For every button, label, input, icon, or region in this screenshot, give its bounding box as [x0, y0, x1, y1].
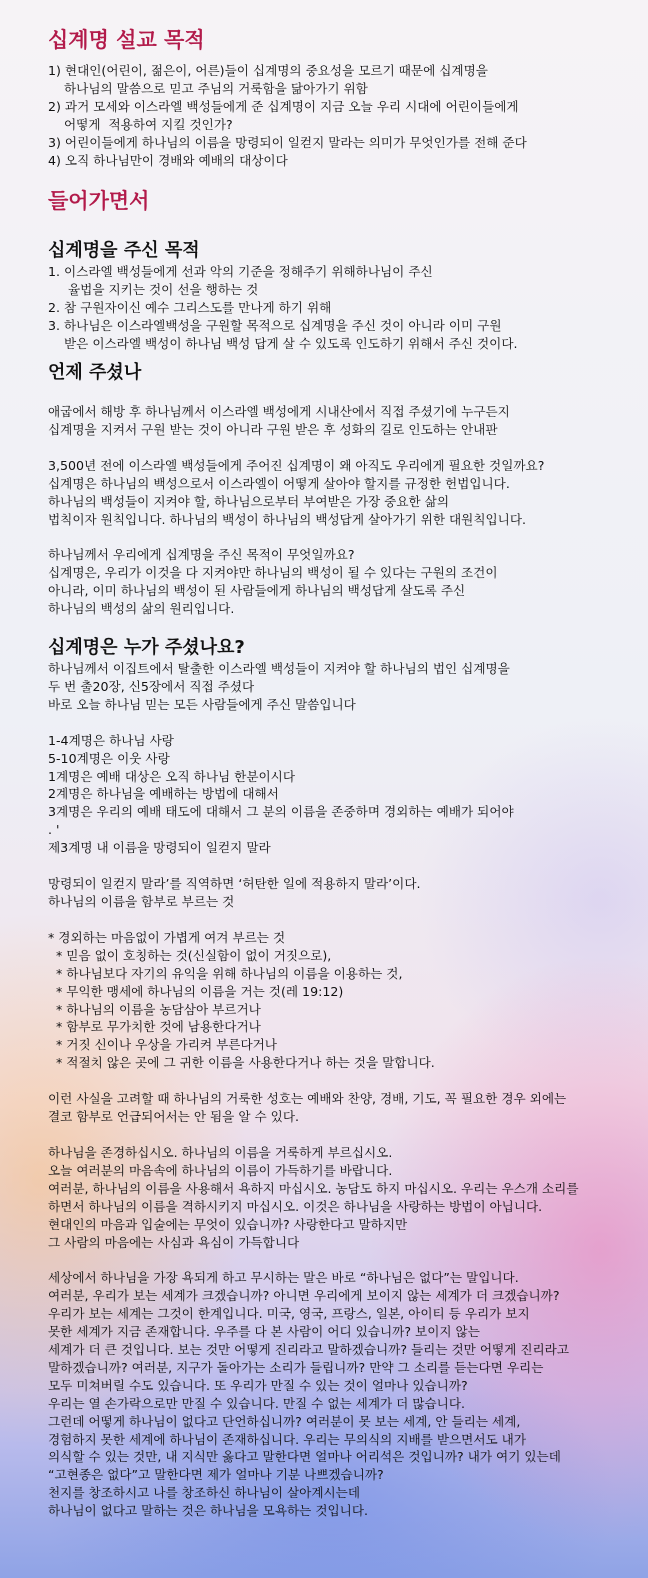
bullet-line: * 함부로 무가치한 것에 남용한다거나 [48, 1019, 261, 1035]
text-line: 3,500년 전에 이스라엘 백성들에게 주어진 십계명이 왜 아직도 우리에게 필요한 것일까요? [48, 457, 545, 473]
text-line: 오늘 여러분의 마음속에 하나님의 이름이 가득하기를 바랍니다. [48, 1162, 393, 1178]
who-paragraph-3 [48, 875, 640, 911]
text-line: 법칙이자 원칙입니다. 하나님의 백성이 하나님의 백성답게 살아가기 위한 대원칙입니다. [48, 511, 526, 527]
text-line: 의식할 수 있는 것만, 내 지식만 옳다고 말한다면 얼마나 어리석은 것입니까? 내가 여기 있는데 [48, 1449, 561, 1465]
text-line: 말하겠습니까? 여러분, 지구가 돌아가는 소리가 들립니까? 만약 그 소리를 듣는다면 우리는 [48, 1359, 544, 1375]
reason-title: 십계명을 주신 목적 [48, 240, 200, 262]
text-line: 못한 세계가 지금 존재합니다. 우주를 다 본 사람이 어디 있습니까? 보이지 않는 [48, 1324, 480, 1340]
text-line: 2계명은 하나님을 예배하는 방법에 대해서 [48, 786, 279, 802]
commandments-list [48, 732, 640, 857]
who-title: 십계명은 누가 주셨나요? [48, 637, 245, 659]
reason-line: 1. 이스라엘 백성들에게 선과 악의 기준을 정해주기 위해하나님이 주신 [48, 264, 433, 280]
text-line: 하나님께서 우리에게 십계명을 주신 목적이 무엇일까요? [48, 547, 355, 563]
text-line: 5-10계명은 이웃 사랑 [48, 750, 170, 766]
text-line: 하나님의 백성의 삶의 원리입니다. [48, 601, 235, 617]
text-line: 제3계명 내 이름을 망령되이 일컫지 말라 [48, 840, 271, 856]
when-paragraph-3 [48, 546, 640, 618]
purpose-line: 하나님의 말씀으로 믿고 주님의 거룩함을 닮아가기 위함 [48, 80, 368, 96]
text-line: 십계명을 지켜서 구원 받는 것이 아니라 구원 받은 후 성화의 길로 인도하는 안내판 [48, 421, 498, 437]
purpose-list [48, 62, 640, 169]
text-line: 세상에서 하나님을 가장 욕되게 하고 무시하는 말은 바로 “하나님은 없다”는 말입니다. [48, 1270, 519, 1286]
text-line: 하나님의 이름을 함부로 부르는 것 [48, 894, 235, 909]
text-line: 우리는 열 손가락으로만 만질 수 있습니다. 만질 수 없는 세계가 더 많습니다. [48, 1395, 466, 1411]
text-line: “고현종은 없다”고 말한다면 제가 얼마나 기분 나쁘겠습니까? [48, 1467, 384, 1483]
text-line: 1-4계명은 하나님 사랑 [48, 732, 174, 748]
purpose-line: 2) 과거 모세와 이스라엘 백성들에게 준 십계명이 지금 오늘 우리 시대에 어린이들에게 [48, 98, 519, 114]
purpose-line: 1) 현대인(어린이, 젊은이, 어른)들이 십계명의 중요성을 모르기 때문에 십계명을 [48, 63, 488, 78]
text-line: 3계명은 우리의 예배 태도에 대해서 그 분의 이름을 존중하며 경외하는 예배가 되어야 [48, 804, 514, 820]
text-line: 현대인의 마음과 입술에는 무엇이 있습니까? 사랑한다고 말하지만 [48, 1216, 408, 1232]
text-line: 하나님의 백성들이 지켜야 할, 하나님으로부터 부여받은 가장 중요한 삶의 [48, 493, 449, 509]
bullet-line: * 하나님보다 자기의 유익을 위해 하나님의 이름을 이용하는 것, [48, 965, 403, 981]
text-line: . ' [48, 822, 60, 838]
text-line: 그런데 어떻게 하나님이 없다고 단언하십니까? 여러분이 못 보는 세계, 안 들리는 세계, [48, 1413, 521, 1429]
reason-list [48, 263, 640, 353]
text-line: 우리가 보는 세계는 그것이 한계입니다. 미국, 영국, 프랑스, 일본, 아이티 등 우리가 보지 [48, 1306, 530, 1322]
bullet-line: * 적절치 않은 곳에 그 귀한 이름을 사용한다거나 하는 것을 말합니다. [48, 1055, 435, 1071]
when-title: 언제 주셨나 [48, 361, 142, 383]
purpose-line: 3) 어린이들에게 하나님의 이름을 망령되이 일컫지 말라는 의미가 무엇인가를 전해 준다 [48, 134, 527, 150]
text-line: 하면서 하나님의 이름을 격하시키지 마십시오. 이것은 하나님을 사랑하는 방법이 아닙니다. [48, 1198, 543, 1214]
text-line: 하나님께서 이집트에서 탈출한 이스라엘 백성들이 지켜야 할 하나님의 법인 십계명을 [48, 661, 510, 677]
text-line: 망령되이 일컫지 말라’를 직역하면 ‘허탄한 일에 적용하지 말라’이다. [48, 876, 421, 892]
who-paragraph-5 [48, 1090, 640, 1126]
purpose-title: 십계명 설교 목적 [48, 28, 205, 52]
text-line: 아니라, 이미 하나님의 백성이 된 사람들에게 하나님의 백성답게 살도록 주신 [48, 583, 466, 599]
text-line: 세계가 더 큰 것입니다. 보는 것만 어떻게 진리라고 말하겠습니까? 들리는 것만 어떻게 진리라고 [48, 1342, 570, 1358]
text-line: 바로 오늘 하나님 믿는 모든 사람들에게 주신 말씀입니다 [48, 696, 356, 712]
when-paragraph-1 [48, 403, 640, 439]
bullet-line: * 하나님의 이름을 농담삼아 부르거나 [48, 1001, 261, 1017]
misuse-list [48, 929, 640, 1072]
text-line: 여러분, 하나님의 이름을 사용해서 욕하지 마십시오. 농담도 하지 마십시오. 우리는 우스개 소리를 [48, 1180, 579, 1196]
text-line: 그 사람의 마음에는 사심과 욕심이 가득합니다 [48, 1234, 300, 1250]
who-paragraph-6 [48, 1144, 640, 1251]
reason-line: 3. 하나님은 이스라엘백성을 구원할 목적으로 십계명을 주신 것이 아니라 이미 구원 [48, 318, 502, 334]
who-paragraph-7 [48, 1269, 640, 1520]
text-line: 결코 함부로 언급되어서는 안 됨을 알 수 있다. [48, 1109, 300, 1125]
text-line: 십계명은, 우리가 이것을 다 지켜야만 하나님의 백성이 될 수 있다는 구원의 조건이 [48, 565, 498, 581]
text-line: 모두 미쳐버릴 수도 있습니다. 또 우리가 만질 수 있는 것이 얼마나 있습니까? [48, 1377, 468, 1393]
text-line: 하나님을 존경하십시오. 하나님의 이름을 거룩하게 부르십시오. [48, 1144, 393, 1160]
reason-line: 2. 참 구원자이신 예수 그리스도를 만나게 하기 위해 [48, 300, 332, 316]
intro-title: 들어가면서 [48, 189, 150, 214]
bullet-line: * 믿음 없이 호칭하는 것(신실함이 없이 거짓으로), [48, 947, 332, 963]
purpose-line: 4) 오직 하나님만이 경배와 예배의 대상이다 [48, 152, 288, 168]
who-paragraph-1 [48, 660, 640, 714]
text-line: 애굽에서 해방 후 하나님께서 이스라엘 백성에게 시내산에서 직접 주셨기에 누구든지 [48, 403, 510, 419]
bullet-line: * 무익한 맹세에 하나님의 이름을 거는 것(레 19:12) [48, 983, 344, 999]
bullet-line: * 거짓 신이나 우상을 가리켜 부른다거나 [48, 1037, 277, 1053]
text-line: 경험하지 못한 세계에 하나님이 존재하십니다. 우리는 무의식의 지배를 받으면서도 내가 [48, 1431, 526, 1447]
reason-line: 받은 이스라엘 백성이 하나님 백성 답게 살 수 있도록 인도하기 위해서 주신 것이다. [48, 336, 518, 352]
purpose-line: 어떻게 적용하여 지킬 것인가? [48, 116, 233, 132]
text-line: 하나님이 없다고 말하는 것은 하나님을 모욕하는 것입니다. [48, 1503, 368, 1519]
text-line: 두 번 출20장, 신5장에서 직접 주셨다 [48, 678, 255, 694]
text-line: 1계명은 예배 대상은 오직 하나님 한분이시다 [48, 768, 296, 784]
when-paragraph-2 [48, 457, 640, 529]
text-line: 여러분, 우리가 보는 세계가 크겠습니까? 아니면 우리에게 보이지 않는 세계가 더 크겠습니까? [48, 1288, 560, 1304]
text-line: 천지를 창조하시고 나를 창조하신 하나님이 살아계시는데 [48, 1485, 360, 1501]
bullet-line: * 경외하는 마음없이 가볍게 여겨 부르는 것 [48, 929, 286, 945]
text-line: 이런 사실을 고려할 때 하나님의 거룩한 성호는 예배와 찬양, 경배, 기도, 꼭 필요한 경우 외에는 [48, 1091, 567, 1107]
text-line: 십계명은 하나님의 백성으로서 이스라엘이 어떻게 살아야 할지를 규정한 헌법입니다. [48, 475, 510, 491]
reason-line: 율법을 지키는 것이 선을 행하는 것 [48, 282, 259, 298]
